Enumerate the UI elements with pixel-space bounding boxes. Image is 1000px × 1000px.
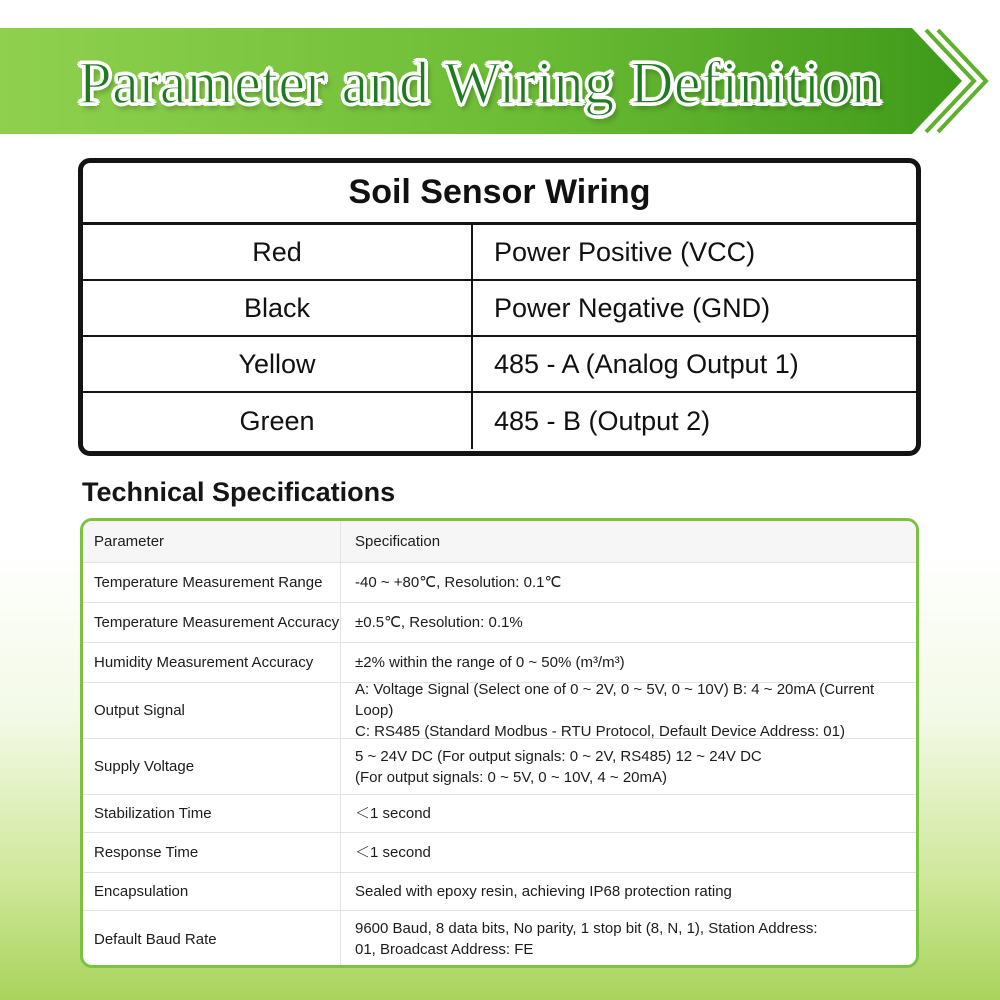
table-row xyxy=(83,833,916,873)
wire-function-cell: Power Negative (GND) xyxy=(494,292,771,323)
specification-line: (For output signals: 0 ~ 5V, 0 ~ 10V, 4 ~ 20mA) xyxy=(355,768,668,786)
wiring-table-title: Soil Sensor Wiring xyxy=(83,163,916,225)
specs-heading: Technical Specifications xyxy=(82,477,396,507)
parameter-cell: Temperature Measurement Range xyxy=(83,563,341,602)
specification-cell xyxy=(341,873,916,910)
wire-function-cell: 485 - A (Analog Output 1) xyxy=(494,348,799,379)
specs-table xyxy=(80,518,919,968)
page-title: Parameter and Wiring Definition xyxy=(78,49,882,116)
specification-cell xyxy=(341,795,916,832)
parameter-cell: Stabilization Time xyxy=(83,795,341,832)
specification-line: ±2% within the range of 0 ~ 50% (m³/m³) xyxy=(355,654,625,671)
header-banner xyxy=(0,28,1000,134)
specification-line: 5 ~ 24V DC (For output signals: 0 ~ 2V, RS485) 12 ~ 24V DC xyxy=(355,747,762,765)
table-row xyxy=(83,911,916,967)
table-row xyxy=(83,873,916,911)
wiring-row xyxy=(83,393,916,449)
specification-line: 9600 Baud, 8 data bits, No parity, 1 stop bit (8, N, 1), Station Address: xyxy=(355,920,818,937)
wiring-table xyxy=(78,158,921,456)
parameter-cell: Output Signal xyxy=(83,683,341,738)
wire-color-cell: Green xyxy=(83,393,473,449)
table-row xyxy=(83,795,916,833)
parameter-cell: Default Baud Rate xyxy=(83,911,341,967)
parameter-cell: Humidity Measurement Accuracy xyxy=(83,643,341,682)
table-row xyxy=(83,683,916,739)
parameter-cell: Encapsulation xyxy=(83,873,341,910)
column-header-parameter: Parameter xyxy=(83,521,341,562)
wiring-row xyxy=(83,337,916,393)
specification-cell xyxy=(341,643,916,682)
column-header-specification: Specification xyxy=(355,533,441,550)
wire-function-cell: 485 - B (Output 2) xyxy=(494,405,711,436)
wire-color-cell: Black xyxy=(83,281,473,335)
table-row xyxy=(83,643,916,683)
specification-line: ＜1 second xyxy=(355,844,431,861)
specification-line: -40 ~ +80℃, Resolution: 0.1℃ xyxy=(355,574,562,591)
wire-function-cell: Power Positive (VCC) xyxy=(494,236,756,267)
specification-cell xyxy=(341,683,916,738)
wire-color-cell: Yellow xyxy=(83,337,473,391)
table-row xyxy=(83,603,916,643)
specs-header-row xyxy=(83,521,916,563)
table-row xyxy=(83,563,916,603)
specification-line: A: Voltage Signal (Select one of 0 ~ 2V, 0 ~ 5V, 0 ~ 10V) B: 4 ~ 20mA (Current Loop) xyxy=(355,681,875,719)
specification-line: ±0.5℃, Resolution: 0.1% xyxy=(355,614,523,631)
wiring-row xyxy=(83,225,916,281)
parameter-cell: Temperature Measurement Accuracy xyxy=(83,603,341,642)
parameter-cell: Supply Voltage xyxy=(83,739,341,794)
specification-line: ＜1 second xyxy=(355,805,431,822)
specification-cell xyxy=(341,563,916,602)
specification-cell xyxy=(341,739,916,794)
specification-line: 01, Broadcast Address: FE xyxy=(355,941,534,958)
table-row xyxy=(83,739,916,795)
specification-cell xyxy=(341,833,916,872)
parameter-cell: Response Time xyxy=(83,833,341,872)
specification-cell xyxy=(341,603,916,642)
specification-line: C: RS485 (Standard Modbus - RTU Protocol, Default Device Address: 01) xyxy=(355,723,845,740)
specification-line: Sealed with epoxy resin, achieving IP68 protection rating xyxy=(355,883,732,900)
wire-color-cell: Red xyxy=(83,225,473,279)
specification-cell xyxy=(341,911,916,967)
wiring-row xyxy=(83,281,916,337)
